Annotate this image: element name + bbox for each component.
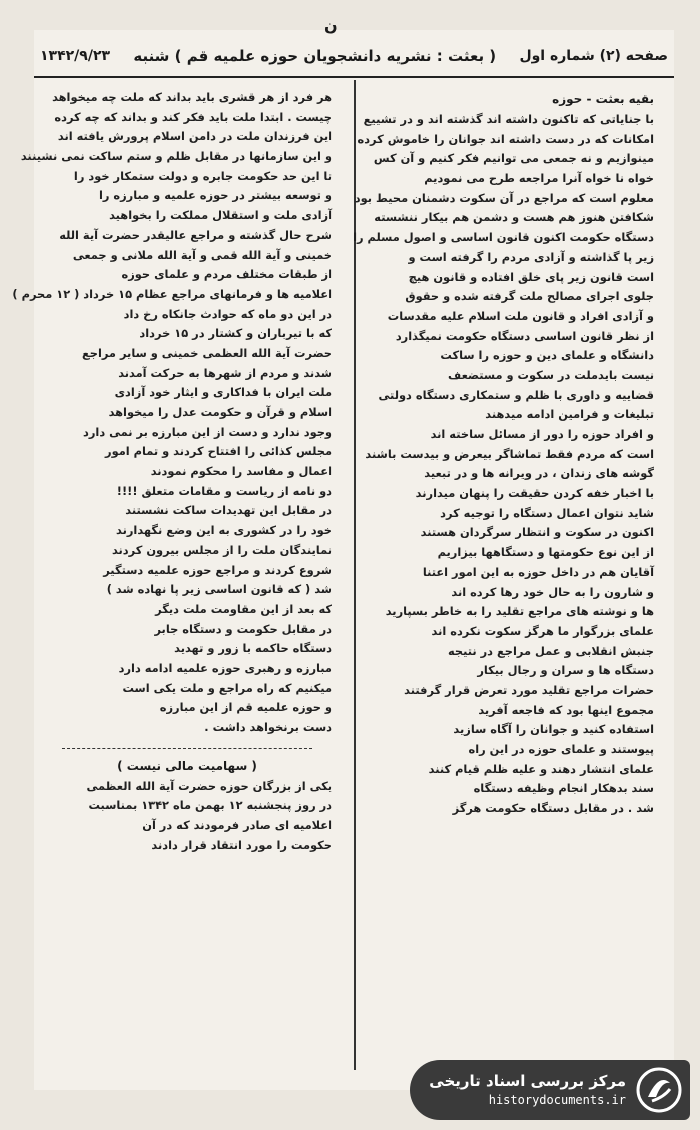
text-line: دستگاه حکومت اکنون قانون اساسی و اصول مسلم را xyxy=(353,230,654,245)
text-line: شروع کردند و مراجع حوزه علمیه دستگیر xyxy=(103,562,332,577)
text-line: دست برنخواهد داشت . xyxy=(204,720,332,734)
text-line: با جنایاتی که تاکنون داشته اند گذشته اند و در تشییع xyxy=(363,112,654,126)
text-line: میکنیم که راه مراجع و ملت یکی است xyxy=(122,680,332,695)
text-line: شدند و مردم از شهرها به حرکت آمدند xyxy=(118,365,332,380)
text-line: نمایندگان ملت را از مجلس بیرون کردند xyxy=(111,542,332,557)
text-line: تا این حد حکومت جابره و دولت ستمکار خود را xyxy=(73,168,332,183)
text-line: جنبش انقلابی و عمل مراجع در نتیجه xyxy=(447,643,654,658)
text-line: اسلام و قرآن و حکومت عدل را میخواهد xyxy=(108,405,332,419)
text-line: یکی از بزرگان حوزه حضرت آیة الله العظمی xyxy=(86,778,332,793)
text-line: علمای بزرگوار ما هرگز سکوت نکرده اند xyxy=(431,623,654,638)
text-line: از این نوع حکومتها و دستگاهها بیزاریم xyxy=(437,545,654,560)
article-heading: بقیه بعثت - حوزه xyxy=(552,92,654,106)
watermark-title: مرکز بررسی اسناد تاریخی xyxy=(429,1072,626,1090)
text-line: نیست بایدملت در سکوت و مستضعف xyxy=(448,367,654,382)
text-line: حضرات مراجع تقلید مورد تعرض قرار گرفتند xyxy=(404,682,654,697)
text-line: اعلامیه ای صادر فرمودند که در آن xyxy=(142,818,332,833)
right-column xyxy=(353,88,654,819)
text-line: ها و نوشته های مراجع تقلید را به خاطر بسپارید xyxy=(385,604,654,619)
text-line: هر فرد از هر قشری باید بداند که ملت چه میخواهد xyxy=(52,90,332,104)
text-line: از نظر قانون اساسی دستگاه حکومت نمیگذارد xyxy=(395,328,654,343)
text-line: شکافتن هنوز هم هست و دشمن هم بیکار ننشسته xyxy=(374,210,654,225)
text-line: در این دو ماه که حوادث جانکاه رخ داد xyxy=(123,306,332,321)
text-line: گوشه های زندان ، در ویرانه ها و در تبعید xyxy=(424,466,654,481)
text-line: در مقابل حکومت و دستگاه جابر xyxy=(154,621,332,636)
text-line: شاید نتوان اعمال دستگاه را توجیه کرد xyxy=(440,505,654,520)
newspaper-page xyxy=(12,16,674,1090)
text-line: خود را در کشوری به این وضع نگهدارند xyxy=(116,523,332,538)
text-line: معلوم است که مراجع در آن سکوت دشمنان محیط بود xyxy=(354,190,654,205)
text-line: سند بدهکار انجام وظیفه دستگاه xyxy=(473,781,654,796)
text-line: وجود ندارد و دست از این مبارزه بر نمی دارد xyxy=(83,424,332,439)
text-line: مینوازیم و نه جمعی می توانیم فکر کنیم و آن کس xyxy=(373,151,654,166)
text-line: مجموع اینها بود که فاجعه آفرید xyxy=(478,702,654,717)
page-header xyxy=(34,36,674,78)
text-line: علمای انتشار دهند و علیه ظلم قیام کنند xyxy=(428,761,654,776)
text-line: خمینی و آیة الله قمی و آیة الله ملانی و جمعی xyxy=(72,247,332,262)
text-line: شد ( که قانون اساسی زیر پا نهاده شد ) xyxy=(106,582,332,597)
text-line: و افراد حوزه را دور از مسائل ساخته اند xyxy=(430,427,654,441)
text-line: مجلس کذائی را افتتاح کردند و تمام امور xyxy=(105,444,332,459)
masthead-title: ( بعثت : نشریه دانشجویان حوزه علمیه قم ) شنبه xyxy=(133,47,497,65)
text-line: در مقابل این تهدیدات ساکت نشستند xyxy=(125,503,332,518)
archive-logo-icon xyxy=(636,1067,682,1113)
sub-article-heading: ( سهامیت مالی نیست ) xyxy=(117,758,257,773)
text-line: زیر پا گذاشته و آزادی مردم را گرفته است و xyxy=(408,249,654,264)
text-line: شد . در مقابل دستگاه حکومت هرگز xyxy=(452,801,654,816)
text-line: و آزادی افراد و قانون ملت اسلام علیه مقدسات xyxy=(387,308,654,323)
text-line: خواه نا خواه آنرا مراجعه طرح می نمودیم xyxy=(424,171,654,186)
text-line: اعمال و مفاسد را محکوم نمودند xyxy=(150,464,332,479)
text-line: که بعد از این مقاومت ملت دیگر xyxy=(155,601,332,616)
text-line: امکانات که در دست داشته اند جوانان را خاموش کرده xyxy=(357,131,654,146)
header-ornament: ن xyxy=(324,16,338,35)
left-column xyxy=(12,88,332,855)
text-line: مبارزه و رهبری حوزه علمیه ادامه دارد xyxy=(118,660,332,675)
text-line: این فرزندان ملت در دامن اسلام پرورش یافته اند xyxy=(57,129,332,144)
text-line: و حوزه علمیه قم از این مبارزه xyxy=(159,700,332,715)
text-line: حضرت آیة الله العظمی خمینی و سایر مراجع xyxy=(81,345,332,360)
issue-date: ۱۳۴۲/۹/۲۳ xyxy=(40,48,111,64)
watermark-text xyxy=(429,1071,626,1109)
text-line: که با تیرباران و کشتار در ۱۵ خرداد xyxy=(139,326,332,341)
text-line: و شارون را به حال خود رها کرده اند xyxy=(451,584,654,599)
text-line: آقایان هم در داخل حوزه به این امور اعتنا xyxy=(422,564,654,579)
section-separator xyxy=(62,748,312,749)
text-line: دستگاه ها و سران و رجال بیکار xyxy=(477,663,654,678)
text-line: جلوی اجرای مصالح ملت گرفته شده و حقوق xyxy=(405,289,654,304)
text-line: دانشگاه و علمای دین و حوزه را ساکت xyxy=(440,348,654,363)
text-line: قضاییه و داوری با ظلم و ستمکاری دستگاه دولتی xyxy=(378,387,654,402)
text-line: با اخبار خفه کردن حقیقت را پنهان میدارند xyxy=(415,486,654,501)
text-line: در روز پنجشنبه ۱۲ بهمن ماه ۱۳۴۲ بمناسبت xyxy=(88,798,332,813)
text-line: آزادی ملت و استقلال مملکت را بخواهید xyxy=(109,208,332,223)
text-line: اکنون در سکوت و انتظار سرگردان هستند xyxy=(420,525,654,540)
watermark-url: historydocuments.ir xyxy=(488,1093,626,1107)
text-line: ملت ایران با فداکاری و ایثار خود آزادی xyxy=(114,385,332,400)
text-line: چیست . ابتدا ملت باید فکر کند و بداند که چه کرده xyxy=(54,109,332,124)
text-line: استفاده کنید و جوانان را آگاه سازید xyxy=(453,722,654,737)
text-line: دو نامه از ریاست و مقامات متعلق !!!! xyxy=(116,483,332,498)
text-line: حکومت را مورد انتقاد قرار دادند xyxy=(151,837,332,852)
text-line: اعلامیه ها و فرمانهای مراجع عظام ۱۵ خرداد ( ۱۲ محرم ) xyxy=(12,286,332,301)
text-line: از طبقات مختلف مردم و علمای حوزه xyxy=(121,267,332,282)
page-number-label: صفحه (۲) شماره اول xyxy=(519,48,668,64)
text-line: است که مردم فقط تماشاگر بیعرض و بیدست باشند xyxy=(365,446,654,461)
text-line: است قانون زیر پای خلق افتاده و قانون هیچ xyxy=(408,269,654,284)
text-line: شرح حال گذشته و مراجع عالیقدر حضرت آیة الله xyxy=(59,227,332,242)
text-line: و این سازمانها در مقابل ظلم و ستم ساکت نمی نشینند xyxy=(20,149,332,164)
archive-watermark xyxy=(410,1060,690,1120)
text-line: پیوستند و علمای حوزه در این راه xyxy=(468,742,654,756)
text-line: تبلیغات و فرامین ادامه میدهند xyxy=(485,407,654,422)
text-line: دستگاه حاکمه با زور و تهدید xyxy=(174,641,332,656)
text-line: و توسعه بیشتر در حوزه علمیه و مبارزه را xyxy=(98,188,332,203)
